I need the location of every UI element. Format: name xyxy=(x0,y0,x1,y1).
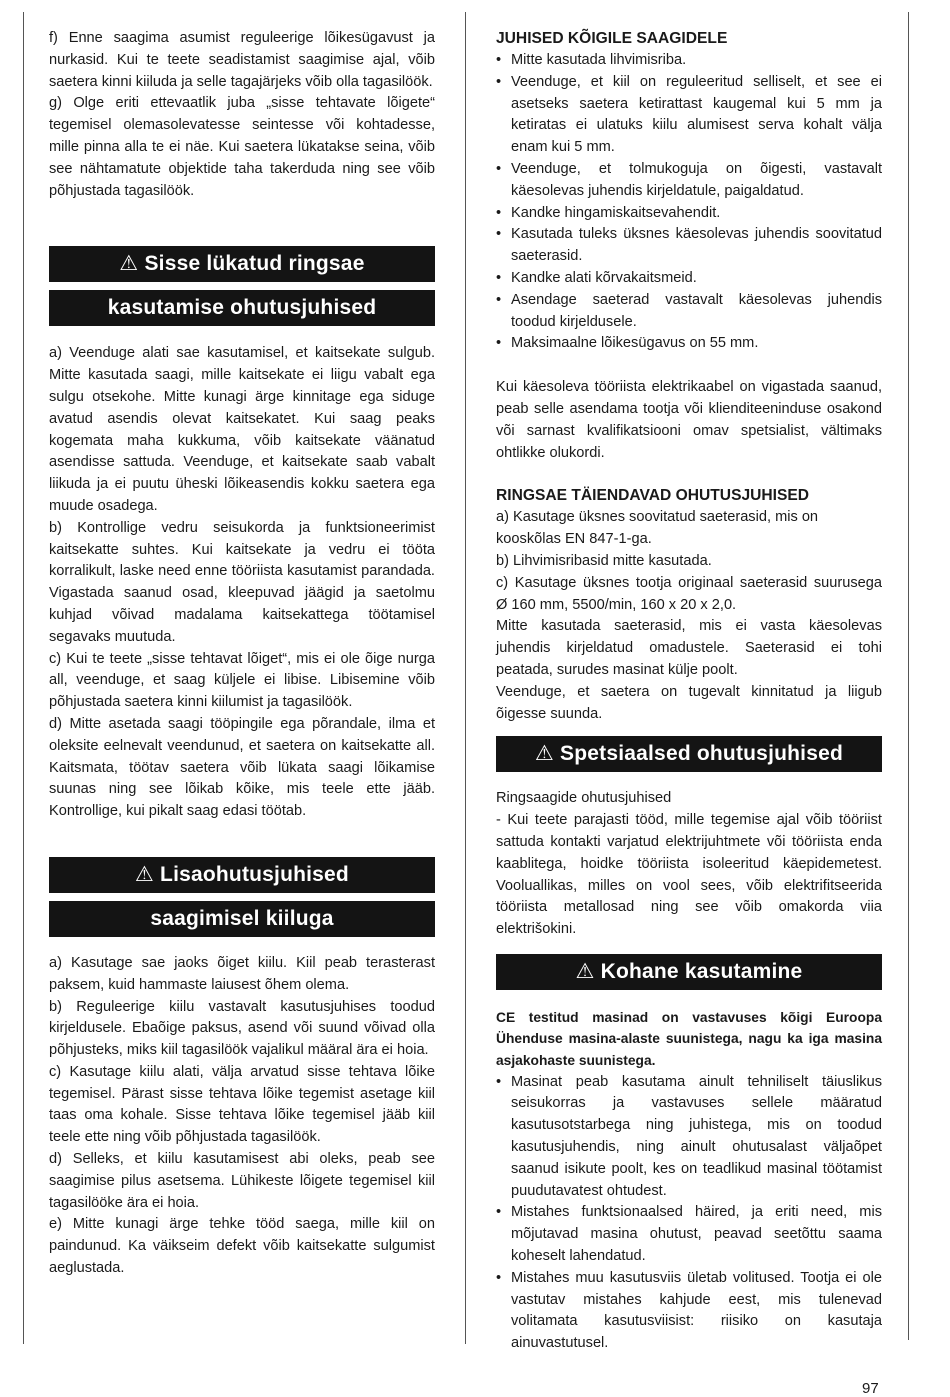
section-banner-subtitle: kasutamise ohutusjuhised xyxy=(49,290,435,326)
section-heading: JUHISED KÕIGILE SAAGIDELE xyxy=(496,30,728,47)
list-item: • Asendage saeterad vastavalt käesolevas juhendis toodud kirjeldusele. xyxy=(496,290,882,334)
subheading: Ringsaagide ohutusjuhised xyxy=(496,790,672,807)
paragraph-a: a) Kasutage sae jaoks õiget kiilu. Kiil peab terasterast paksem, kuid hammaste laiusest õhem olema. xyxy=(49,954,435,993)
paragraph-b: b) Reguleerige kiilu vastavalt kasutusjuhises toodud kirjeldusele. Ebaõige paksus, asend või suund võivad olla põhjusteks, miks kiil tagasilöök vajalikul määral ära ei hoia. xyxy=(49,998,435,1059)
list-item: • Maksimaalne lõikesügavus on 55 mm. xyxy=(496,333,882,355)
paragraph-note: Veenduge, et saetera on tugevalt kinnitatud ja liigub õigesse suunda. xyxy=(496,683,882,722)
list-item: • Kasutada tuleks üksnes käesolevas juhendis soovitatud saeterasid. xyxy=(496,224,882,268)
center-column-rule xyxy=(465,12,466,1344)
list-item: • Kandke hingamiskaitsevahendit. xyxy=(496,203,882,225)
list-item: • Masinat peab kasutama ainult tehniliselt täiuslikus seisukorras ja vastavuses sellele määratud kasutusotstarbega ning juhistega, mis on toodud kasutusjuhendis, ning ainult ohutusalast väljaõpet saanud isikute poolt, kes on teadlikud masinal töötamist puudutavatest ohtudest. xyxy=(496,1072,882,1203)
paragraph-a: a) Veenduge alati sae kasutamisel, et kaitsekate sulgub. Mitte kasutada saagi, mille kaitsekate ei liigu vabalt ega sulgu otsekohe. Mitte kunagi ärge kinnitage ega siduge avatud asendis olevat kaitsekatet. Kui saag peaks kogemata maha kukkuma, võib kaitsekate väänatud asendisse sattuda. Veenduge, et kaitsekate saab vabalt liikuda ja ei puutu üheski lõikeasendis kokku saetera ega muude osadega. xyxy=(49,345,435,514)
banner-group-plunge-saw xyxy=(49,246,435,326)
paragraph-note: Mitte kasutada saeterasid, mis ei vasta käesolevas juhendis kirjeldatud omadustele. Saeterasid ei tohi peatada, surudes masinat külje poolt. xyxy=(496,618,882,678)
section-banner xyxy=(49,246,435,282)
paragraph-d: d) Selleks, et kiilu kasutamisest abi oleks, peab see saagimise pilus asetsema. Lühikeste lõigete tegemisel kiil tagasilööke ära ei hoia. xyxy=(49,1151,435,1211)
section-banner xyxy=(496,736,882,772)
list-item: • Mistahes muu kasutusviis ületab volitused. Tootja ei ole vastutav mistahes kahjude eest, mis tulenevad volitamata kasutusviisist: riisiko on kasutaja ainuvastutusel. xyxy=(496,1268,882,1355)
special-instructions xyxy=(496,788,882,941)
bullet-list xyxy=(496,1072,882,1355)
cable-paragraph: Kui käesoleva tööriista elektrikaabel on vigastada saanud, peab selle asendama tootja või klienditeeninduse osakond või sarnast kvalifikatsiooni omav spetsialist, vältimaks ohtlikke olukordi. xyxy=(496,379,882,461)
section-banner xyxy=(49,857,435,893)
left-column xyxy=(49,28,435,1280)
warning-triangle-icon: ⚠ xyxy=(535,742,555,766)
paragraph-a: a) Kasutage üksnes soovitatud saeterasid, mis on kooskõlas EN 847-1-ga. xyxy=(496,509,819,548)
left-margin-rule xyxy=(23,12,24,1344)
section-banner-subtitle: saagimisel kiiluga xyxy=(49,901,435,937)
paragraph-d: d) Mitte asetada saagi tööpingile ega põrandale, ilma et oleksite eelnevalt veendunud, et saetera on kaitsekatte all. Kaitsmata, töötav saetera võib lükata saagi lõikamise suunas ning see lõikab kõike, mis teele ette jääb. Kontrollige, kui pikalt saag edasi töötab. xyxy=(49,715,435,820)
paragraph-c: c) Kasutage üksnes tootja originaal saeterasid suurusega Ø 160 mm, 5500/min, 160 x 20 x 2,0. xyxy=(496,574,882,613)
warning-triangle-icon: ⚠ xyxy=(119,252,139,276)
paragraph-c: c) Kasutage kiilu alati, välja arvatud sisse tehtava lõike tegemisel. Pärast sisse tehtava lõike tegemist asetage kiil taas oma kohale. Sisse tehtava lõike tegemisel jääb kiil teele ette ning võib põhjustada tagasilöök. xyxy=(49,1063,435,1146)
section-banner-title: Spetsiaalsed ohutusjuhised xyxy=(560,742,843,766)
section-banner-title: Lisaohutusjuhised xyxy=(160,862,349,886)
bullet-list xyxy=(496,50,882,355)
ce-compliance-paragraph: CE testitud masinad on vastavuses kõigi Euroopa Ühenduse masina-alaste suunistega, nagu ka iga masina asjakohaste suunistega. xyxy=(496,1009,882,1069)
list-item: • Kandke alati kõrvakaitsmeid. xyxy=(496,268,882,290)
section-banner-title: Sisse lükatud ringsae xyxy=(144,252,365,276)
list-item: • Mitte kasutada lihvimisriba. xyxy=(496,50,882,72)
paragraph-hidden-wires: - Kui teete parajasti tööd, mille tegemise ajal võib tööriist sattuda kontakti varjatud elektrijuhtmete või tööriista enda kaablitega, hoidke tööriista isoleeritud käepidemetest. Vooluallikas, milles on vool sees, võib elektrifitseerida tööriista metallosad ning see võib omakorda viia elektrišokini. xyxy=(496,812,882,938)
banner-group-riving-knife xyxy=(49,857,435,937)
plunge-saw-instructions xyxy=(49,343,435,823)
riving-knife-instructions xyxy=(49,953,435,1280)
paragraph-f: f) Enne saagima asumist reguleerige lõikesügavust ja nurkasid. Kui te teete seadistamist saagimise ajal, võib saetera kinni kiiluda ja selle tagajärjeks võib olla tagasilöök. xyxy=(49,30,435,90)
section-heading: RINGSAE TÄIENDAVAD OHUTUSJUHISED xyxy=(496,487,810,505)
paragraph-b: b) Lihvimisribasid mitte kasutada. xyxy=(496,552,712,569)
list-item: • Veenduge, et kiil on reguleeritud selliselt, et see ei asetseks saetera ketirattast kaugemal kui 5 mm ja ketiratas ei ulatuks kiilu alumisest serva kohalt välja enam kui 5 mm. xyxy=(496,72,882,159)
page-number: 97 xyxy=(862,1380,879,1397)
right-margin-rule xyxy=(908,12,909,1340)
list-item: • Mistahes funktsionaalsed häired, ja eriti need, mis mõjutavad masina ohutust, peavad seetõttu saama koheselt lahendatud. xyxy=(496,1202,882,1267)
list-item: • Veenduge, et tolmukoguja on õigesti, vastavalt käesolevas juhendis kirjeldatule, paigaldatud. xyxy=(496,159,882,203)
warning-triangle-icon: ⚠ xyxy=(575,959,595,983)
right-column xyxy=(496,28,882,1355)
paragraph-e: e) Mitte kunagi ärge tehke tööd saega, mille kiil on paindunud. Ka väikseim defekt võib kaitsekatte sulgumist aeglustada. xyxy=(49,1216,435,1277)
paragraph-b: b) Kontrollige vedru seisukorda ja funktsioneerimist kaitsekatte suhtes. Kui kaitsekate ja vedru ei tööta korralikult, laske need enne tööriista kasutamist parandada. Vigastada saanud osad, kleepuvad jäägid ja saetolmu kuhjad võivad madalama kaitsekattega töötamisel segavaks muutuda. xyxy=(49,519,435,645)
warning-triangle-icon: ⚠ xyxy=(135,862,155,886)
section-banner xyxy=(496,954,882,990)
paragraph-g: g) Olge eriti ettevaatlik juba „sisse tehtavate lõigete“ tegemisel olemasolevatesse seintesse või kohtadesse, mille pinna alla te ei näe. Kui saetera lükatakse seina, võib see nähtamatute objektide taha takerduda ning see võib põhjustada tagasilöök. xyxy=(49,95,435,199)
paragraph-c: c) Kui te teete „sisse tehtavat lõiget“, mis ei ole õige nurga all, veenduge, et saag küljele ei libise. Libisemine võib põhjustada saetera kinni kiilumist ja tagasilöök. xyxy=(49,650,435,711)
section-banner-title: Kohane kasutamine xyxy=(600,959,803,983)
